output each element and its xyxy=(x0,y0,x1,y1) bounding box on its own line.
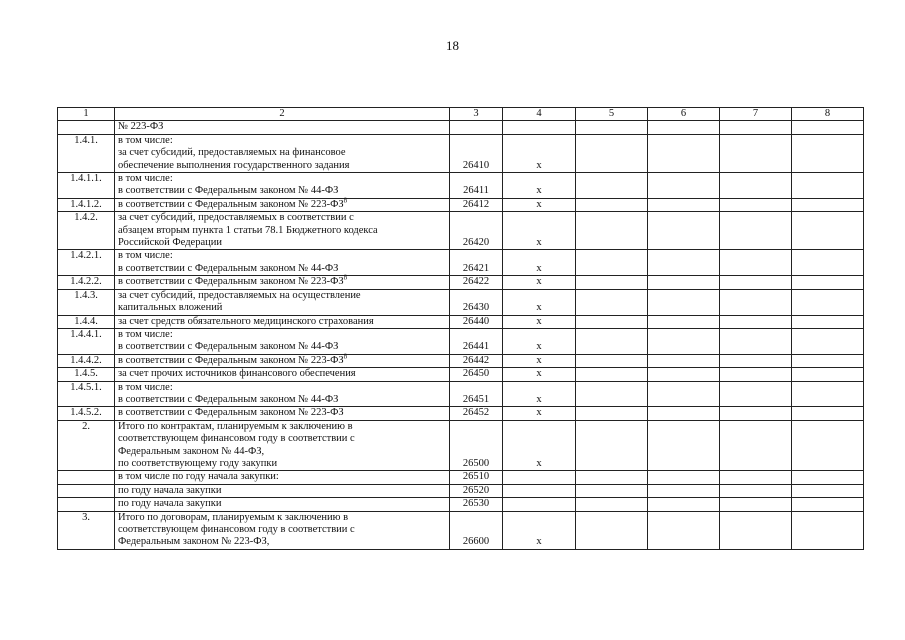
description-line xyxy=(118,273,446,288)
row-line-code-cell: 26451 xyxy=(450,381,503,407)
empty-cell xyxy=(720,471,792,484)
empty-cell xyxy=(720,315,792,328)
empty-cell xyxy=(792,328,864,354)
description-line xyxy=(118,382,446,394)
row-line-code-cell: 26530 xyxy=(450,498,503,511)
empty-cell xyxy=(648,134,720,172)
row-description-cell xyxy=(115,328,450,354)
description-line xyxy=(118,524,446,536)
table-row xyxy=(58,198,864,211)
description-text: в соответствии с Федеральным законом № 44-ФЗ xyxy=(118,341,339,353)
description-line xyxy=(118,498,446,510)
empty-cell xyxy=(720,420,792,471)
empty-cell xyxy=(576,511,648,549)
row-code-cell: 1.4.2.2. xyxy=(58,276,115,289)
description-line xyxy=(118,446,446,458)
table-row xyxy=(58,212,864,250)
description-text: в соответствии с Федеральным законом № 223-ФЗ xyxy=(118,276,344,288)
description-text: в соответствии с Федеральным законом № 44-ФЗ xyxy=(118,262,339,274)
row-code-cell xyxy=(58,471,115,484)
row-mark-cell: x xyxy=(503,212,576,250)
description-line xyxy=(118,485,446,497)
description-line xyxy=(118,316,446,328)
empty-cell xyxy=(792,315,864,328)
column-header: 2 xyxy=(115,108,450,121)
row-line-code-cell: 26450 xyxy=(450,368,503,381)
table-row xyxy=(58,276,864,289)
row-line-code-cell: 26510 xyxy=(450,471,503,484)
empty-cell xyxy=(792,212,864,250)
empty-cell xyxy=(648,276,720,289)
row-description-cell xyxy=(115,134,450,172)
column-number-row xyxy=(58,108,864,121)
row-description-cell xyxy=(115,315,450,328)
row-code-cell xyxy=(58,121,115,134)
table-body xyxy=(58,121,864,549)
description-text: в соответствии с Федеральным законом № 44-ФЗ xyxy=(118,393,339,405)
description-line xyxy=(118,352,446,367)
row-code-cell: 1.4.1.2. xyxy=(58,198,115,211)
row-description-cell xyxy=(115,420,450,471)
description-text: по соответствующему году закупки xyxy=(118,457,278,469)
empty-cell xyxy=(720,198,792,211)
description-line xyxy=(118,512,446,524)
row-mark-cell: x xyxy=(503,250,576,276)
row-code-cell: 1.4.4.1. xyxy=(58,328,115,354)
description-text: в том числе: xyxy=(118,328,173,340)
empty-cell xyxy=(576,368,648,381)
description-text: за счет субсидий, предоставляемых на финансовое xyxy=(118,147,346,159)
row-code-cell: 1.4.1.1. xyxy=(58,173,115,199)
table-row xyxy=(58,484,864,497)
description-text: капитальных вложений xyxy=(118,302,223,314)
empty-cell xyxy=(576,289,648,315)
row-mark-cell xyxy=(503,121,576,134)
row-mark-cell: x xyxy=(503,134,576,172)
description-line xyxy=(118,250,446,262)
description-line xyxy=(118,536,446,548)
empty-cell xyxy=(648,212,720,250)
row-line-code-cell: 26421 xyxy=(450,250,503,276)
table-row xyxy=(58,354,864,367)
description-text: за счет средств обязательного медицинского страхования xyxy=(118,315,374,327)
empty-cell xyxy=(792,368,864,381)
empty-cell xyxy=(576,328,648,354)
empty-cell xyxy=(576,315,648,328)
table-row xyxy=(58,420,864,471)
description-line xyxy=(118,302,446,314)
row-description-cell xyxy=(115,407,450,420)
table-row xyxy=(58,328,864,354)
description-text: в соответствии с Федеральным законом № 223-ФЗ xyxy=(118,354,344,366)
row-description-cell xyxy=(115,198,450,211)
description-text: по году начала закупки xyxy=(118,484,222,496)
row-description-cell xyxy=(115,250,450,276)
row-code-cell: 3. xyxy=(58,511,115,549)
table-row xyxy=(58,471,864,484)
row-line-code-cell: 26441 xyxy=(450,328,503,354)
empty-cell xyxy=(720,134,792,172)
empty-cell xyxy=(720,354,792,367)
description-line xyxy=(118,263,446,275)
column-header: 1 xyxy=(58,108,115,121)
empty-cell xyxy=(576,407,648,420)
empty-cell xyxy=(576,498,648,511)
empty-cell xyxy=(576,173,648,199)
row-line-code-cell: 26600 xyxy=(450,511,503,549)
row-line-code-cell: 26430 xyxy=(450,289,503,315)
empty-cell xyxy=(792,250,864,276)
row-mark-cell xyxy=(503,484,576,497)
description-text: Федеральным законом № 223-ФЗ, xyxy=(118,536,270,548)
empty-cell xyxy=(720,276,792,289)
column-header: 8 xyxy=(792,108,864,121)
description-text: абзацем вторым пункта 1 статьи 78.1 Бюджетного кодекса xyxy=(118,224,378,236)
description-text: в том числе: xyxy=(118,134,173,146)
empty-cell xyxy=(792,173,864,199)
row-description-cell xyxy=(115,368,450,381)
row-description-cell xyxy=(115,273,450,289)
description-text: обеспечение выполнения государственного задания xyxy=(118,159,350,171)
empty-cell xyxy=(792,511,864,549)
empty-cell xyxy=(648,173,720,199)
description-text: по году начала закупки xyxy=(118,498,222,510)
table-row xyxy=(58,173,864,199)
empty-cell xyxy=(720,498,792,511)
row-code-cell: 1.4.2. xyxy=(58,212,115,250)
description-text: за счет субсидий, предоставляемых в соответствии с xyxy=(118,212,354,224)
row-mark-cell xyxy=(503,471,576,484)
empty-cell xyxy=(720,328,792,354)
column-header: 7 xyxy=(720,108,792,121)
description-line xyxy=(118,121,446,133)
empty-cell xyxy=(648,289,720,315)
table-row xyxy=(58,289,864,315)
empty-cell xyxy=(720,121,792,134)
row-mark-cell: x xyxy=(503,407,576,420)
empty-cell xyxy=(648,328,720,354)
description-line xyxy=(118,433,446,445)
description-text: Итого по контрактам, планируемым к заключению в xyxy=(118,420,353,432)
empty-cell xyxy=(792,289,864,315)
empty-cell xyxy=(720,173,792,199)
empty-cell xyxy=(720,381,792,407)
description-line xyxy=(118,212,446,224)
description-line xyxy=(118,135,446,147)
row-line-code-cell: 26420 xyxy=(450,212,503,250)
row-code-cell: 1.4.5.1. xyxy=(58,381,115,407)
row-mark-cell xyxy=(503,498,576,511)
row-code-cell: 1.4.5. xyxy=(58,368,115,381)
empty-cell xyxy=(648,484,720,497)
row-code-cell xyxy=(58,498,115,511)
empty-cell xyxy=(576,121,648,134)
row-mark-cell: x xyxy=(503,289,576,315)
page-number: 18 xyxy=(446,38,459,53)
table-row xyxy=(58,134,864,172)
empty-cell xyxy=(576,354,648,367)
row-line-code-cell: 26442 xyxy=(450,354,503,367)
row-description-cell xyxy=(115,498,450,511)
empty-cell xyxy=(792,198,864,211)
row-description-cell xyxy=(115,511,450,549)
row-description-cell xyxy=(115,173,450,199)
empty-cell xyxy=(792,420,864,471)
table-row xyxy=(58,511,864,549)
description-line xyxy=(118,160,446,172)
empty-cell xyxy=(792,381,864,407)
empty-cell xyxy=(576,276,648,289)
empty-cell xyxy=(576,484,648,497)
empty-cell xyxy=(576,381,648,407)
empty-cell xyxy=(720,368,792,381)
empty-cell xyxy=(720,484,792,497)
description-line xyxy=(118,368,446,380)
description-text: Итого по договорам, планируемым к заключению в xyxy=(118,511,349,523)
empty-cell xyxy=(576,212,648,250)
empty-cell xyxy=(648,381,720,407)
table-row xyxy=(58,315,864,328)
description-line xyxy=(118,237,446,249)
description-line xyxy=(118,290,446,302)
row-line-code-cell: 26452 xyxy=(450,407,503,420)
empty-cell xyxy=(648,511,720,549)
footnote-ref: 8 xyxy=(343,273,348,282)
empty-cell xyxy=(648,315,720,328)
row-mark-cell: x xyxy=(503,173,576,199)
description-text: в соответствии с Федеральным законом № 44-ФЗ xyxy=(118,185,339,197)
empty-cell xyxy=(576,198,648,211)
row-code-cell: 2. xyxy=(58,420,115,471)
empty-cell xyxy=(576,134,648,172)
description-text: Российской Федерации xyxy=(118,237,222,249)
description-text: за счет субсидий, предоставляемых на осуществление xyxy=(118,289,361,301)
column-header: 6 xyxy=(648,108,720,121)
description-text: соответствующем финансовом году в соответствии с xyxy=(118,524,355,535)
row-mark-cell: x xyxy=(503,276,576,289)
description-text: № 223-ФЗ xyxy=(118,121,164,133)
table-row xyxy=(58,368,864,381)
description-text: Федеральным законом № 44-ФЗ, xyxy=(118,445,265,457)
row-mark-cell: x xyxy=(503,198,576,211)
row-mark-cell: x xyxy=(503,315,576,328)
empty-cell xyxy=(792,471,864,484)
row-code-cell: 1.4.2.1. xyxy=(58,250,115,276)
row-line-code-cell: 26520 xyxy=(450,484,503,497)
empty-cell xyxy=(792,121,864,134)
empty-cell xyxy=(576,420,648,471)
empty-cell xyxy=(648,498,720,511)
row-line-code-cell: 26410 xyxy=(450,134,503,172)
row-description-cell xyxy=(115,471,450,484)
report-table xyxy=(57,107,864,550)
row-code-cell: 1.4.3. xyxy=(58,289,115,315)
empty-cell xyxy=(648,368,720,381)
empty-cell xyxy=(792,498,864,511)
row-line-code-cell: 26411 xyxy=(450,173,503,199)
empty-cell xyxy=(720,407,792,420)
empty-cell xyxy=(720,511,792,549)
row-mark-cell: x xyxy=(503,381,576,407)
column-header: 3 xyxy=(450,108,503,121)
table-row xyxy=(58,250,864,276)
empty-cell xyxy=(576,471,648,484)
empty-cell xyxy=(792,354,864,367)
row-description-cell xyxy=(115,484,450,497)
description-text: в том числе: xyxy=(118,250,173,262)
row-description-cell xyxy=(115,121,450,134)
description-line xyxy=(118,458,446,470)
empty-cell xyxy=(648,420,720,471)
empty-cell xyxy=(720,212,792,250)
description-text: в соответствии с Федеральным законом № 223-ФЗ xyxy=(118,198,344,210)
description-line xyxy=(118,341,446,353)
description-text: в том числе: xyxy=(118,381,173,393)
empty-cell xyxy=(648,250,720,276)
column-header: 4 xyxy=(503,108,576,121)
row-description-cell xyxy=(115,212,450,250)
row-line-code-cell: 26422 xyxy=(450,276,503,289)
description-line xyxy=(118,147,446,159)
table-row xyxy=(58,498,864,511)
empty-cell xyxy=(648,354,720,367)
row-code-cell: 1.4.5.2. xyxy=(58,407,115,420)
empty-cell xyxy=(792,407,864,420)
table-row xyxy=(58,407,864,420)
table-row xyxy=(58,381,864,407)
empty-cell xyxy=(648,407,720,420)
description-text: в соответствии с Федеральным законом № 223-ФЗ xyxy=(118,407,344,419)
empty-cell xyxy=(648,471,720,484)
row-line-code-cell xyxy=(450,121,503,134)
description-line xyxy=(118,196,446,211)
empty-cell xyxy=(576,250,648,276)
description-line xyxy=(118,329,446,341)
empty-cell xyxy=(648,198,720,211)
description-line xyxy=(118,394,446,406)
description-text: соответствующем финансовом году в соответствии с xyxy=(118,433,355,445)
column-header: 5 xyxy=(576,108,648,121)
empty-cell xyxy=(648,121,720,134)
row-line-code-cell: 26500 xyxy=(450,420,503,471)
row-code-cell: 1.4.4. xyxy=(58,315,115,328)
row-line-code-cell: 26440 xyxy=(450,315,503,328)
description-line xyxy=(118,421,446,433)
row-mark-cell: x xyxy=(503,420,576,471)
empty-cell xyxy=(792,134,864,172)
empty-cell xyxy=(792,276,864,289)
row-description-cell xyxy=(115,354,450,367)
description-line xyxy=(118,225,446,237)
description-line xyxy=(118,407,446,419)
description-text: в том числе: xyxy=(118,173,173,185)
row-description-cell xyxy=(115,381,450,407)
row-mark-cell: x xyxy=(503,354,576,367)
row-mark-cell: x xyxy=(503,368,576,381)
row-description-cell xyxy=(115,289,450,315)
row-code-cell: 1.4.4.2. xyxy=(58,354,115,367)
row-mark-cell: x xyxy=(503,328,576,354)
row-code-cell xyxy=(58,484,115,497)
footnote-ref: 8 xyxy=(343,352,348,361)
row-line-code-cell: 26412 xyxy=(450,198,503,211)
description-line xyxy=(118,471,446,483)
empty-cell xyxy=(792,484,864,497)
footnote-ref: 8 xyxy=(343,196,348,205)
description-line xyxy=(118,173,446,185)
empty-cell xyxy=(720,289,792,315)
description-line xyxy=(118,185,446,197)
description-text: за счет прочих источников финансового обеспечения xyxy=(118,368,356,380)
empty-cell xyxy=(720,250,792,276)
table-row xyxy=(58,121,864,134)
row-mark-cell: x xyxy=(503,511,576,549)
description-text: в том числе по году начала закупки: xyxy=(118,471,279,483)
row-code-cell: 1.4.1. xyxy=(58,134,115,172)
